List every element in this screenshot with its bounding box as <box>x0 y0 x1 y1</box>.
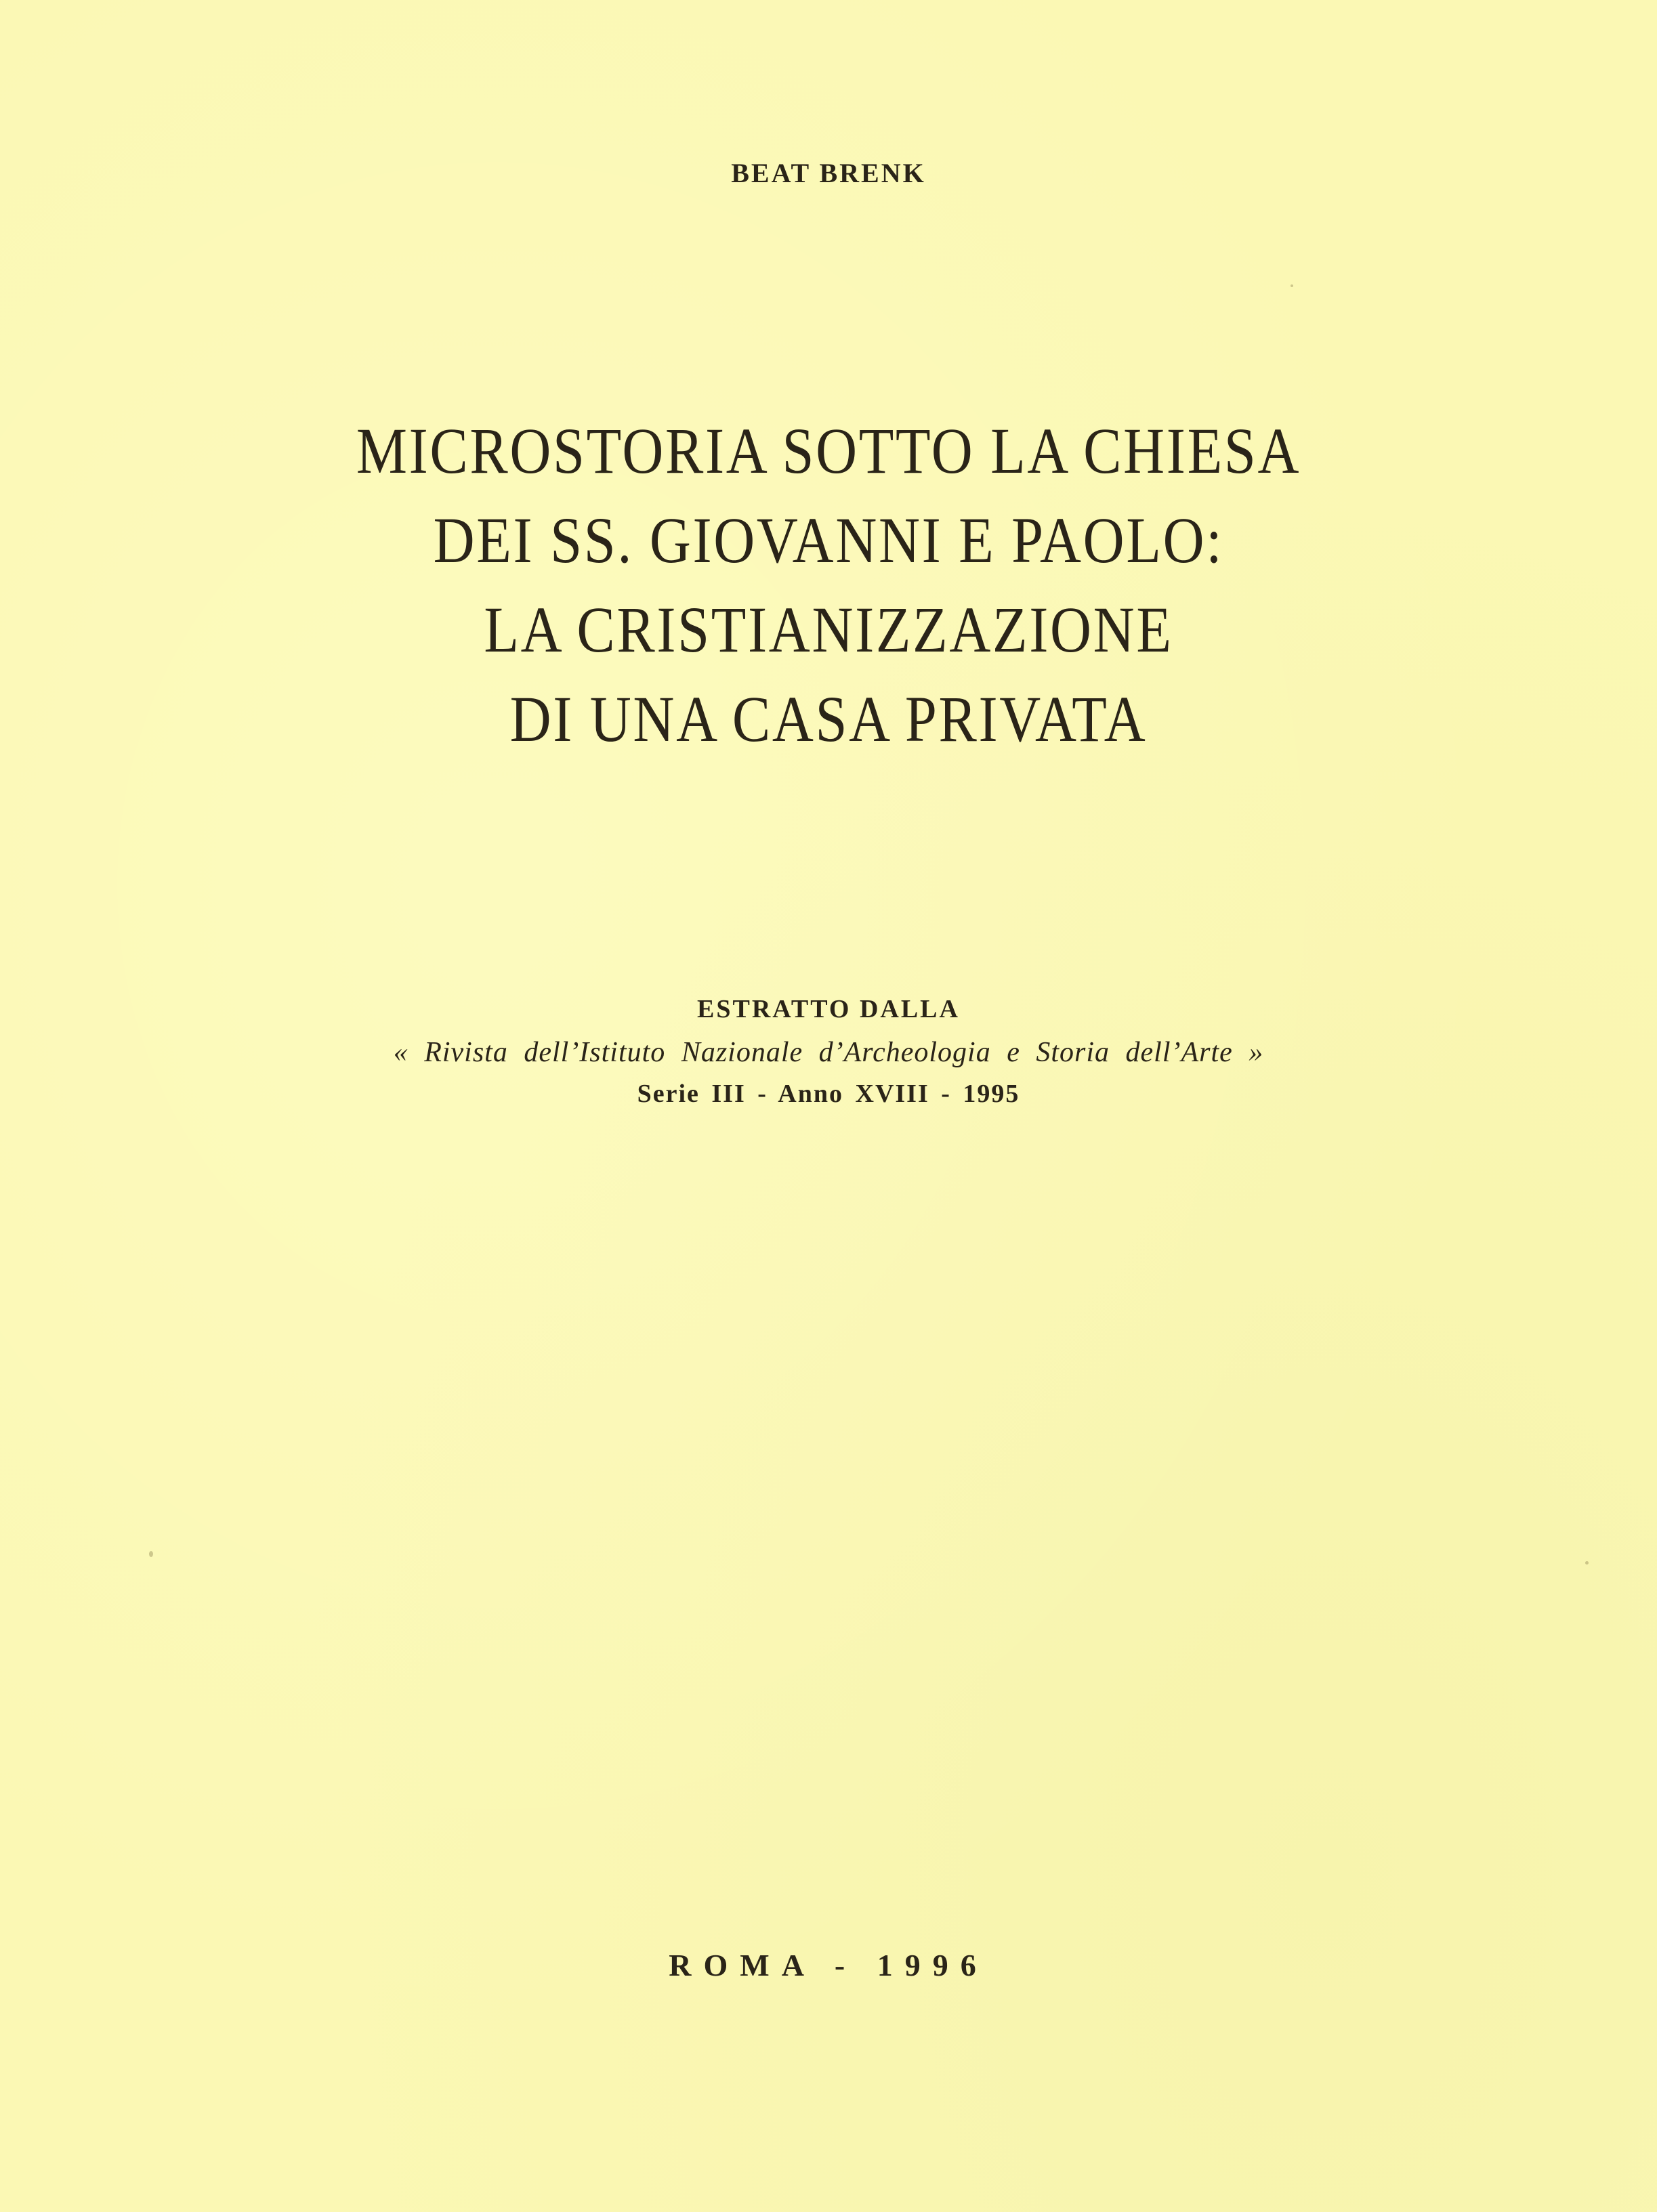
title-block <box>0 406 1657 764</box>
title-line: LA CRISTIANIZZAZIONE <box>484 593 1173 666</box>
title-line: MICROSTORIA SOTTO LA CHIESA <box>356 414 1301 487</box>
author-name: BEAT BRENK <box>731 158 926 188</box>
journal-title: « Rivista dell’Istituto Nazionale d’Archeologia e Storia dell’Arte » <box>393 1037 1264 1068</box>
extract-block <box>0 990 1657 1111</box>
title-line: DEI SS. GIOVANNI E PAOLO: <box>433 504 1224 576</box>
imprint: ROMA - 1996 <box>669 1948 988 1982</box>
paper-speck <box>149 1551 153 1557</box>
title-line: DI UNA CASA PRIVATA <box>509 683 1148 755</box>
series-info: Serie III - Anno XVIII - 1995 <box>637 1080 1020 1108</box>
paper-speck <box>1585 1561 1589 1565</box>
paper-speck <box>1291 284 1293 287</box>
extract-label: ESTRATTO DALLA <box>697 995 960 1023</box>
